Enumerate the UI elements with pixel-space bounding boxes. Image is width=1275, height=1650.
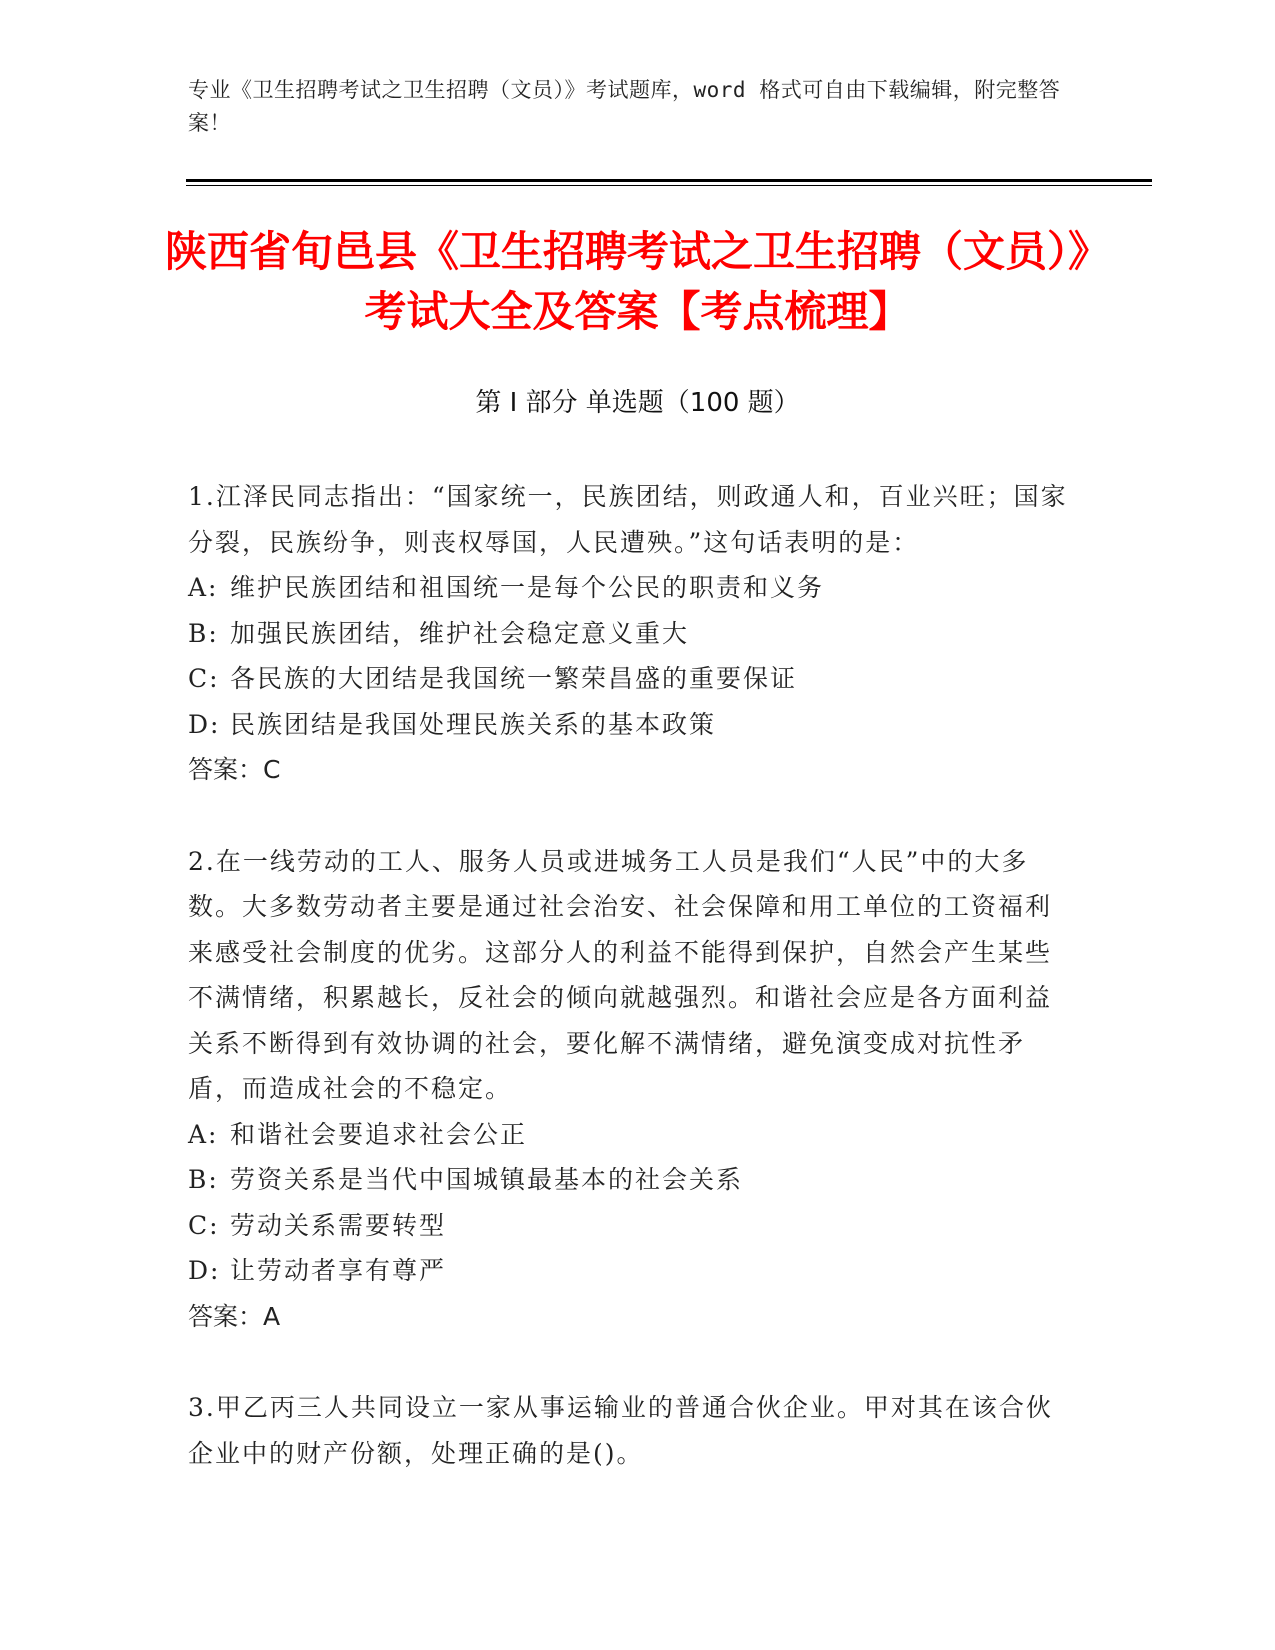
option-c <box>188 1203 1068 1249</box>
section-title: 第 I 部分 单选题（100 题） <box>475 388 800 418</box>
document-title: 陕西省旬邑县《卫生招聘考试之卫生招聘（文员）》考试大全及答案【考点梳理】 <box>164 227 1110 336</box>
option-d <box>188 702 1068 748</box>
header-note: 专业《卫生招聘考试之卫生招聘（文员）》考试题库，word 格式可自由下载编辑，附完整答案！ <box>188 78 1061 135</box>
option-letter: C: <box>188 664 220 693</box>
option-letter: B: <box>188 618 219 648</box>
option-letter: A: <box>188 1119 219 1149</box>
option-letter: D: <box>188 1256 221 1285</box>
header-divider-thin <box>186 185 1152 186</box>
question-stem: 1.江泽民同志指出：“国家统一，民族团结，则政通人和，百业兴旺；国家分裂，民族纷争，则丧权辱国，人民遭殃。”这句话表明的是： <box>188 482 1068 557</box>
option-a <box>188 1112 1068 1158</box>
option-c <box>188 656 1068 702</box>
header-divider-thick <box>186 179 1152 182</box>
option-text: 劳动关系需要转型 <box>230 1210 447 1240</box>
question-stem: 3.甲乙丙三人共同设立一家从事运输业的普通合伙企业。甲对其在该合伙企业中的财产份额，处理正确的是()。 <box>188 1393 1053 1468</box>
question-2 <box>188 839 1068 1340</box>
option-text: 各民族的大团结是我国统一繁荣昌盛的重要保证 <box>230 664 798 693</box>
question-1 <box>188 474 1068 793</box>
question-list <box>188 474 1068 1522</box>
option-letter: C: <box>188 1210 220 1240</box>
option-a <box>188 565 1068 611</box>
option-b <box>188 611 1068 657</box>
option-text: 维护民族团结和祖国统一是每个公民的职责和义务 <box>230 573 825 602</box>
option-letter: A: <box>188 573 219 602</box>
option-text: 加强民族团结，维护社会稳定意义重大 <box>230 618 690 648</box>
option-text: 民族团结是我国处理民族关系的基本政策 <box>230 709 717 739</box>
option-text: 劳资关系是当代中国城镇最基本的社会关系 <box>230 1165 744 1194</box>
option-b <box>188 1157 1068 1203</box>
question-3 <box>188 1385 1068 1476</box>
answer: 答案：A <box>188 1301 281 1331</box>
option-d <box>188 1248 1068 1294</box>
option-text: 和谐社会要追求社会公正 <box>230 1119 528 1149</box>
option-text: 让劳动者享有尊严 <box>230 1256 447 1285</box>
question-stem: 2.在一线劳动的工人、服务人员或进城务工人员是我们“人民”中的大多数。大多数劳动者主要是通过社会治安、社会保障和用工单位的工资福利来感受社会制度的优劣。这部分人的利益不能得到保护，自然会产生某些不满情绪，积累越长，反社会的倾向就越强烈。和谐社会应是各方面利益关系不断得到有效协调的社会，要化解不满情绪，避免演变成对抗性矛盾，而造成社会的不稳定。 <box>188 846 1053 1103</box>
option-letter: B: <box>188 1165 219 1194</box>
answer: 答案：C <box>188 755 281 784</box>
option-letter: D: <box>188 709 221 739</box>
